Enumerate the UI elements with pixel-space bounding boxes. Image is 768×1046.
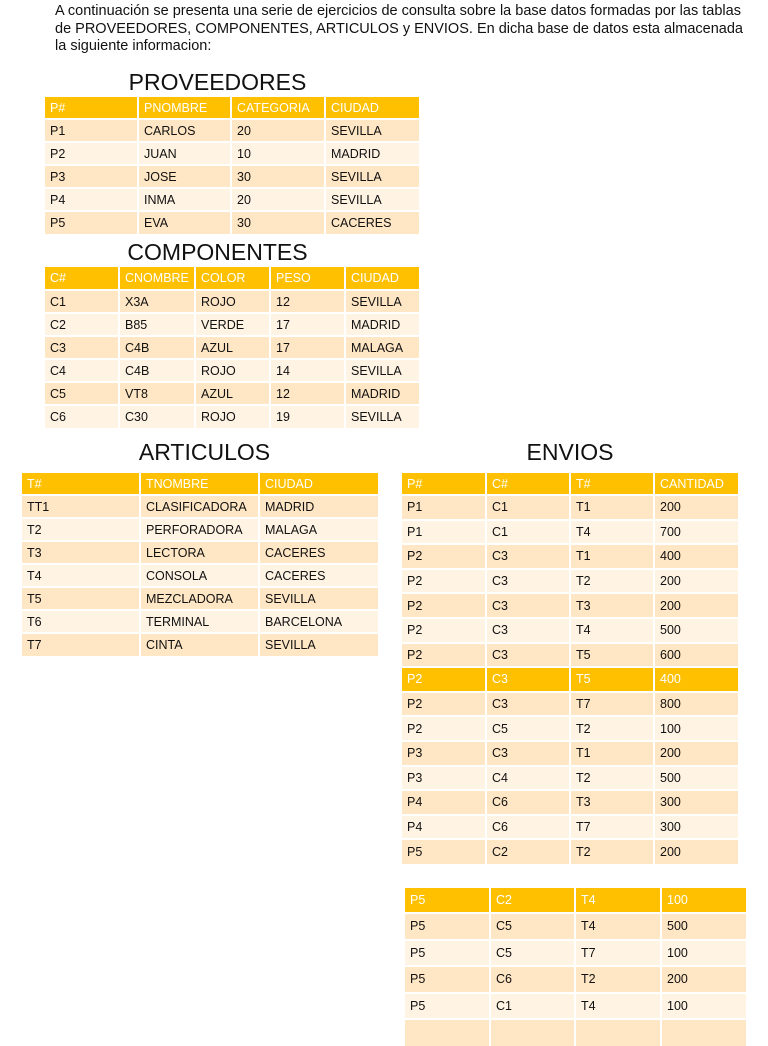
envios-row xyxy=(402,790,738,815)
articulos-header-cell: CIUDAD xyxy=(259,473,378,495)
articulos-row xyxy=(22,564,378,587)
envios-cell: P2 xyxy=(402,643,486,668)
articulos-cell: BARCELONA xyxy=(259,610,378,633)
envios-row xyxy=(402,618,738,643)
proveedores-header-cell: P# xyxy=(45,97,138,119)
envios-cell: T7 xyxy=(570,692,654,717)
envios_cont-cell: C6 xyxy=(490,966,575,993)
componentes-cell: 17 xyxy=(270,313,345,336)
envios-cell: P2 xyxy=(402,544,486,569)
envios-table xyxy=(402,473,738,864)
componentes-cell: C4B xyxy=(119,359,195,382)
componentes-title: COMPONENTES xyxy=(127,239,308,265)
envios-cell: C2 xyxy=(486,839,570,864)
componentes-cell: SEVILLA xyxy=(345,359,419,382)
envios_cont-header-cell: C2 xyxy=(490,888,575,913)
envios_cont-cell: C5 xyxy=(490,913,575,940)
componentes-cell: MADRID xyxy=(345,313,419,336)
envios-header-cell: T# xyxy=(570,473,654,495)
componentes-cell: B85 xyxy=(119,313,195,336)
componentes-header-cell: PESO xyxy=(270,267,345,290)
componentes-header-cell: CNOMBRE xyxy=(119,267,195,290)
envios-cell: C1 xyxy=(486,495,570,520)
proveedores-cell: CACERES xyxy=(325,211,419,234)
articulos-header-cell: TNOMBRE xyxy=(140,473,259,495)
articulos-title: ARTICULOS xyxy=(138,439,271,465)
envios-cell: 100 xyxy=(654,716,738,741)
envios-cell: T1 xyxy=(570,544,654,569)
proveedores-cell: P4 xyxy=(45,188,138,211)
proveedores-cell: 30 xyxy=(231,211,325,234)
envios_cont-row xyxy=(405,993,746,1020)
proveedores-cell: P5 xyxy=(45,211,138,234)
proveedores-row xyxy=(45,119,419,142)
envios-row xyxy=(402,495,738,520)
componentes-cell: ROJO xyxy=(195,359,270,382)
envios_cont-cell: P5 xyxy=(405,940,490,967)
envios-cell: 200 xyxy=(654,495,738,520)
envios_cont-row xyxy=(405,966,746,993)
proveedores-cell: MADRID xyxy=(325,142,419,165)
proveedores-cell: P2 xyxy=(45,142,138,165)
componentes-cell: 17 xyxy=(270,336,345,359)
envios-cell: P3 xyxy=(402,766,486,791)
envios-header-cell: C# xyxy=(486,473,570,495)
articulos-cell: CACERES xyxy=(259,541,378,564)
envios-cell: P2 xyxy=(402,667,486,692)
envios-cell: C3 xyxy=(486,692,570,717)
envios-cell: P2 xyxy=(402,618,486,643)
envios-cell: T2 xyxy=(570,569,654,594)
componentes-cell: ROJO xyxy=(195,290,270,313)
articulos-cell: CINTA xyxy=(140,633,259,656)
envios-cell: C3 xyxy=(486,643,570,668)
componentes-row xyxy=(45,359,419,382)
proveedores-cell: SEVILLA xyxy=(325,188,419,211)
envios-header-cell: P# xyxy=(402,473,486,495)
componentes-row xyxy=(45,290,419,313)
envios_cont-cell: T4 xyxy=(575,993,661,1020)
envios_cont-cell: 500 xyxy=(661,913,746,940)
articulos-cell: T6 xyxy=(22,610,140,633)
componentes-header-cell: COLOR xyxy=(195,267,270,290)
articulos-cell: T4 xyxy=(22,564,140,587)
envios_cont-row xyxy=(405,940,746,967)
envios-cell: P5 xyxy=(402,839,486,864)
envios-row xyxy=(402,593,738,618)
componentes-cell: C3 xyxy=(45,336,119,359)
articulos-cell: CONSOLA xyxy=(140,564,259,587)
envios_cont-cell xyxy=(661,1019,746,1046)
proveedores-cell: 10 xyxy=(231,142,325,165)
envios-row xyxy=(402,667,738,692)
envios_cont-cell: 100 xyxy=(661,940,746,967)
envios-title: ENVIOS xyxy=(526,439,614,465)
envios_cont-row xyxy=(405,913,746,940)
envios_cont-cell xyxy=(490,1019,575,1046)
proveedores-cell: SEVILLA xyxy=(325,119,419,142)
envios-cell: 200 xyxy=(654,593,738,618)
articulos-cell: LECTORA xyxy=(140,541,259,564)
proveedores-cell: JOSE xyxy=(138,165,231,188)
proveedores-cell: JUAN xyxy=(138,142,231,165)
proveedores-cell: INMA xyxy=(138,188,231,211)
componentes-cell: 19 xyxy=(270,405,345,428)
componentes-cell: SEVILLA xyxy=(345,290,419,313)
envios-row xyxy=(402,643,738,668)
articulos-table xyxy=(22,473,378,656)
articulos-cell: MEZCLADORA xyxy=(140,587,259,610)
envios-cell: C6 xyxy=(486,790,570,815)
envios_cont-cell xyxy=(575,1019,661,1046)
envios_cont-cell: P5 xyxy=(405,993,490,1020)
envios-cell: P3 xyxy=(402,741,486,766)
proveedores-row xyxy=(45,142,419,165)
envios-cell: T5 xyxy=(570,667,654,692)
envios-cell: C1 xyxy=(486,520,570,545)
articulos-row xyxy=(22,587,378,610)
envios-cell: T4 xyxy=(570,618,654,643)
envios-cell: C3 xyxy=(486,618,570,643)
articulos-cell: CLASIFICADORA xyxy=(140,495,259,518)
componentes-cell: C5 xyxy=(45,382,119,405)
proveedores-row xyxy=(45,211,419,234)
envios_cont-header-cell: 100 xyxy=(661,888,746,913)
componentes-cell: VT8 xyxy=(119,382,195,405)
envios_cont-cell: T2 xyxy=(575,966,661,993)
envios_cont-row xyxy=(405,1019,746,1046)
proveedores-table xyxy=(45,97,419,234)
envios-row xyxy=(402,839,738,864)
envios-continuation-table xyxy=(405,888,746,1046)
envios-cell: C5 xyxy=(486,716,570,741)
componentes-cell: MALAGA xyxy=(345,336,419,359)
envios_cont-cell: C5 xyxy=(490,940,575,967)
componentes-header-cell: C# xyxy=(45,267,119,290)
articulos-cell: MADRID xyxy=(259,495,378,518)
componentes-row xyxy=(45,336,419,359)
envios-cell: 300 xyxy=(654,790,738,815)
articulos-cell: MALAGA xyxy=(259,518,378,541)
envios-cell: 400 xyxy=(654,544,738,569)
envios-cell: P1 xyxy=(402,495,486,520)
envios_cont-cell: P5 xyxy=(405,913,490,940)
envios-cell: P2 xyxy=(402,716,486,741)
componentes-cell: VERDE xyxy=(195,313,270,336)
envios-cell: T5 xyxy=(570,643,654,668)
envios-cell: C3 xyxy=(486,544,570,569)
envios-cell: 300 xyxy=(654,815,738,840)
envios-row xyxy=(402,815,738,840)
articulos-row xyxy=(22,495,378,518)
envios_cont-cell: T4 xyxy=(575,913,661,940)
componentes-cell: C4B xyxy=(119,336,195,359)
envios-cell: T3 xyxy=(570,593,654,618)
envios_cont-cell: 100 xyxy=(661,993,746,1020)
envios-cell: C6 xyxy=(486,815,570,840)
intro-paragraph: A continuación se presenta una serie de ejercicios de consulta sobre la base datos formadas por las tablas de PROVEEDORES, COMPONENTES, ARTICULOS y ENVIOS. En dicha base de datos esta almacenada la siguiente informacion: xyxy=(55,3,743,54)
envios-cell: T3 xyxy=(570,790,654,815)
proveedores-cell: SEVILLA xyxy=(325,165,419,188)
proveedores-row xyxy=(45,165,419,188)
envios-cell: P4 xyxy=(402,790,486,815)
articulos-cell: T3 xyxy=(22,541,140,564)
proveedores-cell: 30 xyxy=(231,165,325,188)
envios-cell: P4 xyxy=(402,815,486,840)
componentes-cell: 12 xyxy=(270,382,345,405)
envios_cont-header-cell: T4 xyxy=(575,888,661,913)
proveedores-cell: P3 xyxy=(45,165,138,188)
envios-cell: C3 xyxy=(486,593,570,618)
articulos-header-cell: T# xyxy=(22,473,140,495)
envios-cell: P2 xyxy=(402,593,486,618)
componentes-cell: 12 xyxy=(270,290,345,313)
envios-cell: 200 xyxy=(654,569,738,594)
articulos-cell: TERMINAL xyxy=(140,610,259,633)
envios-cell: T4 xyxy=(570,520,654,545)
componentes-cell: AZUL xyxy=(195,336,270,359)
componentes-cell: C30 xyxy=(119,405,195,428)
envios-cell: 700 xyxy=(654,520,738,545)
articulos-row xyxy=(22,610,378,633)
envios-cell: 500 xyxy=(654,766,738,791)
componentes-cell: ROJO xyxy=(195,405,270,428)
componentes-cell: C6 xyxy=(45,405,119,428)
articulos-cell: T5 xyxy=(22,587,140,610)
componentes-row xyxy=(45,382,419,405)
envios-cell: 200 xyxy=(654,839,738,864)
articulos-cell: T7 xyxy=(22,633,140,656)
envios-cell: P2 xyxy=(402,692,486,717)
envios-cell: C3 xyxy=(486,569,570,594)
componentes-row xyxy=(45,405,419,428)
envios-cell: T2 xyxy=(570,716,654,741)
proveedores-row xyxy=(45,188,419,211)
proveedores-cell: 20 xyxy=(231,119,325,142)
envios_cont-cell: C1 xyxy=(490,993,575,1020)
proveedores-header-cell: PNOMBRE xyxy=(138,97,231,119)
componentes-cell: X3A xyxy=(119,290,195,313)
envios-row xyxy=(402,741,738,766)
componentes-header-cell: CIUDAD xyxy=(345,267,419,290)
componentes-row xyxy=(45,313,419,336)
envios-cell: C3 xyxy=(486,667,570,692)
proveedores-cell: CARLOS xyxy=(138,119,231,142)
envios-cell: 400 xyxy=(654,667,738,692)
envios-cell: P2 xyxy=(402,569,486,594)
envios-cell: T2 xyxy=(570,766,654,791)
envios-cell: 600 xyxy=(654,643,738,668)
envios-row xyxy=(402,766,738,791)
proveedores-cell: 20 xyxy=(231,188,325,211)
envios-row xyxy=(402,544,738,569)
envios-row xyxy=(402,520,738,545)
componentes-cell: C1 xyxy=(45,290,119,313)
envios_cont-cell xyxy=(405,1019,490,1046)
envios-cell: C4 xyxy=(486,766,570,791)
envios_cont-cell: T7 xyxy=(575,940,661,967)
envios-cell: T2 xyxy=(570,839,654,864)
envios-cell: P1 xyxy=(402,520,486,545)
envios-cell: 200 xyxy=(654,741,738,766)
articulos-cell: SEVILLA xyxy=(259,633,378,656)
proveedores-header-cell: CATEGORIA xyxy=(231,97,325,119)
componentes-cell: SEVILLA xyxy=(345,405,419,428)
proveedores-header-cell: CIUDAD xyxy=(325,97,419,119)
envios-cell: 800 xyxy=(654,692,738,717)
proveedores-cell: EVA xyxy=(138,211,231,234)
envios-header-cell: CANTIDAD xyxy=(654,473,738,495)
envios-row xyxy=(402,692,738,717)
envios-cell: T1 xyxy=(570,495,654,520)
componentes-cell: C2 xyxy=(45,313,119,336)
envios_cont-cell: 200 xyxy=(661,966,746,993)
envios-cell: C3 xyxy=(486,741,570,766)
articulos-cell: CACERES xyxy=(259,564,378,587)
articulos-cell: T2 xyxy=(22,518,140,541)
articulos-row xyxy=(22,541,378,564)
componentes-cell: MADRID xyxy=(345,382,419,405)
articulos-cell: TT1 xyxy=(22,495,140,518)
envios-row xyxy=(402,569,738,594)
articulos-cell: PERFORADORA xyxy=(140,518,259,541)
componentes-cell: 14 xyxy=(270,359,345,382)
envios-cell: T7 xyxy=(570,815,654,840)
articulos-row xyxy=(22,633,378,656)
proveedores-title: PROVEEDORES xyxy=(128,69,307,95)
envios-cell: T1 xyxy=(570,741,654,766)
envios-row xyxy=(402,716,738,741)
componentes-table xyxy=(45,267,419,428)
componentes-cell: AZUL xyxy=(195,382,270,405)
articulos-cell: SEVILLA xyxy=(259,587,378,610)
envios_cont-header-cell: P5 xyxy=(405,888,490,913)
envios_cont-cell: P5 xyxy=(405,966,490,993)
componentes-cell: C4 xyxy=(45,359,119,382)
proveedores-cell: P1 xyxy=(45,119,138,142)
envios-cell: 500 xyxy=(654,618,738,643)
articulos-row xyxy=(22,518,378,541)
